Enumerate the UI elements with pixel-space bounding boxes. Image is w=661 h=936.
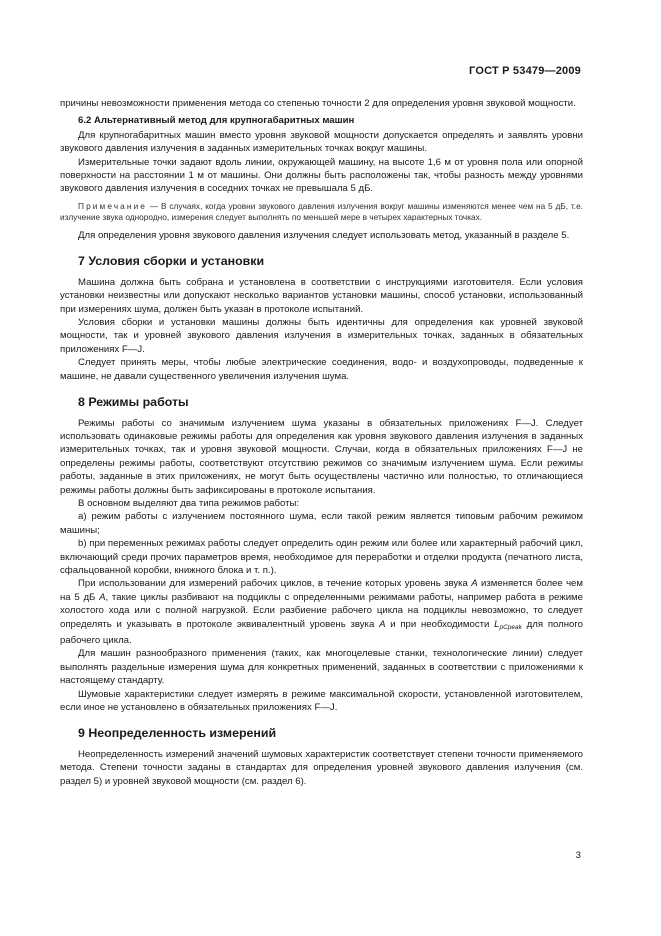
note-label: Примечание: [78, 200, 148, 211]
symbol-A: A: [379, 618, 386, 630]
s8-paragraph-4: Для машин разнообразного применения (таких, как многоцелевые станки, технологические линии) следует выполнять раздельные измерения шума для конкретных применений, заданных в соответствии с приложениями к настоящему стандарту.: [60, 648, 583, 687]
symbol-A: A: [99, 591, 106, 603]
s8-list-item-a: а) режим работы с излучением постоянного шума, если такой режим является типовым рабочим режимом машины;: [60, 511, 583, 536]
s8-p3-part-a: При использовании для измерений рабочих циклов, в течение которых уровень звука: [78, 578, 472, 590]
intro-paragraph: причины невозможности применения метода со степенью точности 2 для определения уровня звуковой мощности.: [60, 98, 576, 109]
s8-paragraph-1: Режимы работы со значимым излучением шума указаны в обязательных приложениях F—J. Следует использовать одинаковые режимы работы для определения как уровня звукового давления излучения в заданных измерительных точках, так и уровня звуковой мощности. Случаи, когда в обязательных приложениях F—J не определены режимы работы, соответствуют отсутствию режимов со значимым излучением шума. Если режимы работы, заданные в этих приложениях, не могут быть осуществлены частично или полностью, то отличающиеся режимы работы должны быть зафиксированы в протоколе испытания.: [60, 417, 583, 496]
s8-p3-part-b: изменяется более чем на 5 дБ: [60, 578, 583, 603]
s8-p3-part-e: для полного рабочего цикла.: [60, 618, 583, 646]
symbol-A: A: [471, 578, 478, 590]
s8-p3-part-c: , такие циклы разбивают на подциклы с определенными режимами работы, например работа в режиме холостого хода или с полной нагрузкой. Если разбиение рабочего цикла на подциклы невозможно, то следует определять и указывать в протоколе эквивалентный уровень звука: [60, 591, 583, 630]
section-7-title: 7 Условия сборки и установки: [78, 254, 265, 269]
subsection-6-2-title: 6.2 Альтернативный метод для крупногабаритных машин: [78, 115, 355, 127]
s62-paragraph-2: Измерительные точки задают вдоль линии, окружающей машину, на высоте 1,6 м от уровня пола или опорной поверхности на расстоянии 1 м от машины. Они должны быть расположены так, чтобы разность между уровнями звукового давления излучения в соседних точках не превышала 5 дБ.: [60, 156, 583, 195]
document-header: ГОСТ Р 53479—2009: [469, 65, 581, 77]
s62-note: [60, 201, 583, 224]
section-9-title: 9 Неопределенность измерений: [78, 726, 277, 741]
symbol-L: L: [494, 618, 500, 630]
s7-paragraph-3: Следует принять меры, чтобы любые электрические соединения, водо- и воздухопроводы, подведенные к машине, не давали существенного увеличения излучения шума.: [60, 357, 583, 382]
s7-paragraph-2: Условия сборки и установки машины должны быть идентичны для определения как уровней звуковой мощности, так и уровней звукового давления излучения в измерительных точках, заданных в обязательных приложениях F—J.: [60, 317, 583, 355]
s62-paragraph-3: Для определения уровня звукового давления излучения следует использовать метод, указанный в разделе 5.: [78, 230, 570, 242]
symbol-L-subscript: pCpeak: [499, 623, 522, 631]
s8-paragraph-2: В основном выделяют два типа режимов работы:: [78, 497, 300, 509]
page-number: 3: [575, 850, 581, 861]
s8-paragraph-5: Шумовые характеристики следует измерять в режиме максимальной скорости, установленной изготовителем, если иное не установлено в обязательных приложениях F—J.: [60, 688, 583, 714]
s7-paragraph-1: Машина должна быть собрана и установлена в соответствии с инструкциями изготовителя. Если условия установки неизвестны или допускают несколько вариантов установки машины, способ установки, использованный при измерениях шума, должен быть указан в протоколе испытаний.: [60, 276, 583, 315]
page-content: [60, 97, 583, 788]
s9-paragraph-1: Неопределенность измерений значений шумовых характеристик соответствует степени точности применяемого метода. Степени точности заданы в стандартах для определения уровней звукового давления излучения (см. раздел 5) и уровней звуковой мощности (см. раздел 6).: [60, 748, 583, 787]
s8-list-item-b: b) при переменных режимах работы следует определить один режим или более или характерный рабочий цикл, включающий среди прочих параметров время, необходимое для переработки и отделки продукта (печатного листа, сфальцованной коробки, книжного блока и т. п.).: [60, 538, 583, 576]
s8-p3-part-d: и при необходимости: [385, 618, 495, 630]
s62-paragraph-1: Для крупногабаритных машин вместо уровня звуковой мощности допускается определять и заявлять уровни звукового давления излучения в заданных измерительных точках вокруг машины.: [60, 129, 583, 155]
section-8-title: 8 Режимы работы: [78, 395, 189, 410]
s8-paragraph-3: [60, 577, 583, 647]
note-text: — В случаях, когда уровни звукового давления излучения вокруг машины изменяются менее чем на 5 дБ, т.е. излучение звука однородно, измерения следует выполнять по меньшей мере в четырех характерных точках.: [60, 200, 583, 223]
